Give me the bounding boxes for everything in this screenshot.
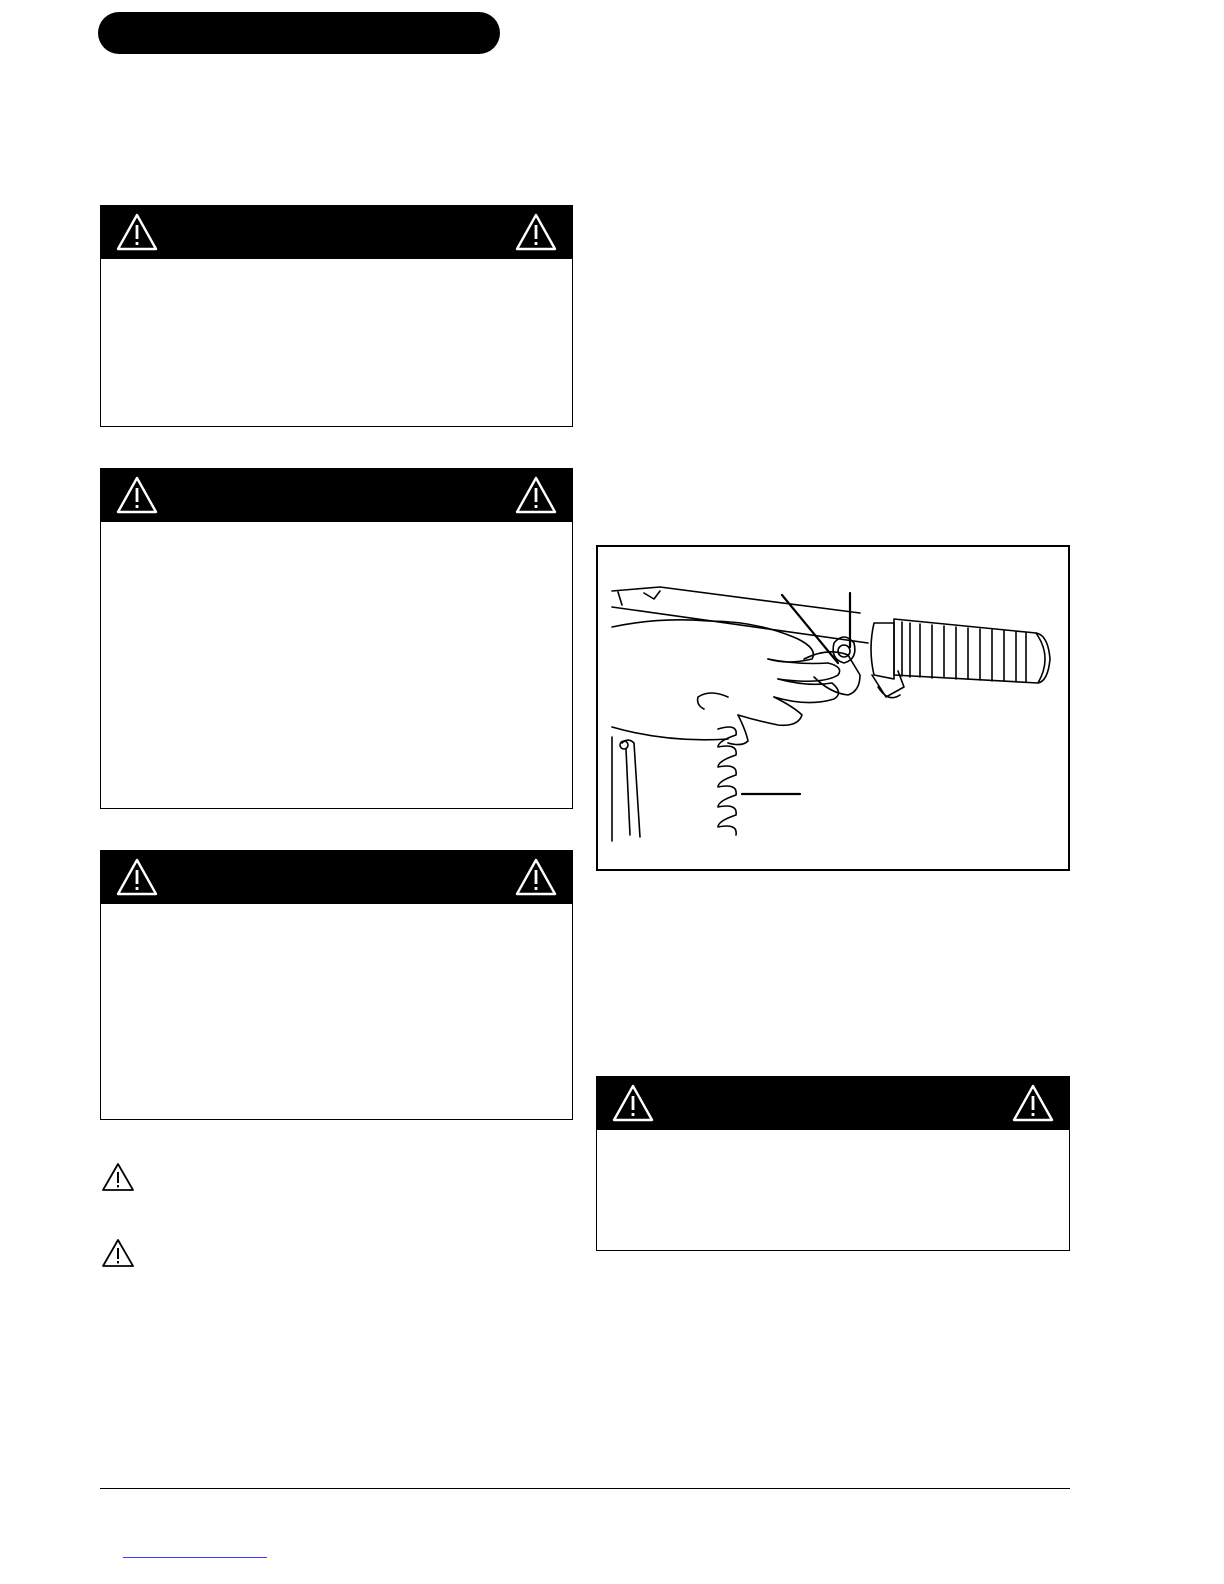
warning-box-4 (596, 1076, 1070, 1251)
warning-triangle-icon (514, 212, 558, 252)
warning-box-1 (100, 205, 573, 427)
section-header-bar (98, 12, 500, 54)
footer-link[interactable] (123, 1557, 267, 1558)
warning-triangle-icon (115, 475, 159, 515)
warning-triangle-icon (514, 857, 558, 897)
warning-header (597, 1077, 1069, 1130)
footer-divider (100, 1488, 1070, 1489)
warning-box-2 (100, 468, 573, 809)
warning-header (101, 206, 572, 259)
warning-triangle-icon (101, 1238, 135, 1268)
throttle-illustration (596, 545, 1070, 871)
warning-triangle-icon (514, 475, 558, 515)
warning-triangle-icon (611, 1083, 655, 1123)
warning-header (101, 851, 572, 904)
warning-box-3 (100, 850, 573, 1120)
throttle-drawing (598, 547, 1068, 869)
warning-triangle-icon (101, 1162, 135, 1192)
warning-triangle-icon (115, 857, 159, 897)
warning-header (101, 469, 572, 522)
warning-triangle-icon (115, 212, 159, 252)
warning-triangle-icon (1011, 1083, 1055, 1123)
